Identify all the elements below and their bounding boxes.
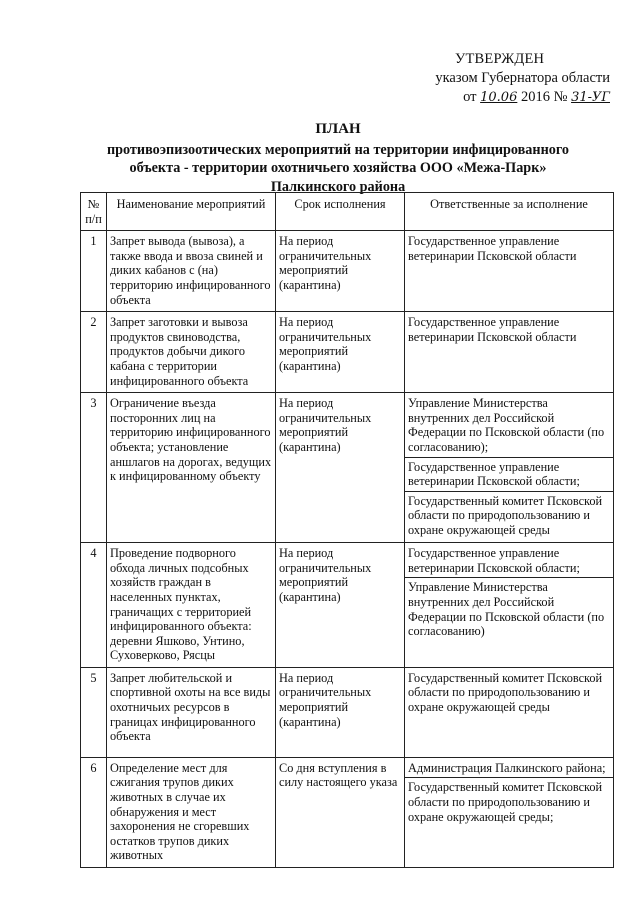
responsible-divider — [405, 491, 613, 492]
responsible-divider — [405, 457, 613, 458]
measure-term: На период ограничительных мероприятий (карантина) — [276, 667, 405, 757]
measure-responsible — [405, 312, 614, 393]
year-text: 2016 № — [520, 89, 568, 105]
responsible-entity: Управление Министерства внутренних дел Российской Федерации по Псковской области (по согласованию) — [408, 580, 605, 639]
measure-name: Определение мест для сжигания трупов диких животных в случае их обнаружения и мест захоронения не сгоревших остатков трупов диких животных — [107, 757, 276, 867]
table-body — [81, 231, 614, 868]
measure-name: Запрет заготовки и вывоза продуктов свиноводства, продуктов добычи дикого кабана с территории инфицированного объекта — [107, 312, 276, 393]
approval-decree-line: указом Губернатора области — [435, 70, 610, 86]
responsible-entity: Администрация Палкинского района; — [408, 760, 606, 775]
table-row — [81, 312, 614, 393]
measure-name: Проведение подворного обхода личных подсобных хозяйств граждан в населенных пунктах, граничащих с территорией инфицированного объекта: деревни Яшково, Унтино, Суховерково, Рясцы — [107, 543, 276, 668]
header-resp: Ответственные за исполнение — [405, 193, 614, 231]
header-name: Наименование мероприятий — [107, 193, 276, 231]
measure-name: Запрет любительской и спортивной охоты на все виды охотничьих ресурсов в границах инфицированного объекта — [107, 667, 276, 757]
table-header-row — [81, 193, 614, 231]
table-row — [81, 543, 614, 668]
measure-responsible — [405, 757, 614, 867]
responsible-entity: Государственный комитет Псковской области по природопользованию и охране окружающей среды — [408, 670, 603, 715]
table-row — [81, 231, 614, 312]
measure-term: На период ограничительных мероприятий (карантина) — [276, 312, 405, 393]
measure-term: На период ограничительных мероприятий (карантина) — [276, 231, 405, 312]
table-row — [81, 667, 614, 757]
measure-responsible — [405, 393, 614, 543]
approval-date-line — [380, 88, 610, 107]
date-prefix: от — [463, 89, 477, 105]
row-number: 5 — [81, 667, 107, 757]
handwritten-date: 10.06 — [480, 90, 518, 105]
measures-table — [80, 192, 614, 868]
heading-line-2: объекта - территории охотничьего хозяйства ООО «Межа-Парк» — [129, 160, 547, 176]
measure-term: На период ограничительных мероприятий (карантина) — [276, 543, 405, 668]
approval-block — [380, 50, 610, 107]
measure-responsible — [405, 667, 614, 757]
heading-line-1: противоэпизоотических мероприятий на территории инфицированного — [106, 141, 570, 158]
responsible-divider — [405, 577, 613, 578]
row-number: 1 — [81, 231, 107, 312]
responsible-entity: Государственное управление ветеринарии Псковской области — [408, 315, 577, 344]
handwritten-number: 31-УГ — [571, 90, 610, 105]
measure-term: Со дня вступления в силу настоящего указа — [276, 757, 405, 867]
row-number: 6 — [81, 757, 107, 867]
header-num: № п/п — [81, 193, 107, 231]
measure-term: На период ограничительных мероприятий (карантина) — [276, 393, 405, 543]
approval-title: УТВЕРЖДЕН — [455, 51, 545, 67]
heading-line-3: Палкинского района — [270, 178, 406, 195]
table-row — [81, 757, 614, 867]
responsible-entity: Государственное управление ветеринарии Псковской области; — [408, 459, 580, 489]
measure-responsible — [405, 231, 614, 312]
measure-name: Запрет вывода (вывоза), а также ввода и ввоза свиней и диких кабанов с (на) территорию инфицированного объекта — [107, 231, 276, 312]
responsible-entity: Государственный комитет Псковской области по природопользованию и охране окружающей среды; — [408, 780, 603, 824]
plan-title: ПЛАН — [315, 121, 361, 137]
measure-responsible — [405, 543, 614, 668]
responsible-entity: Государственное управление ветеринарии Псковской области; — [408, 546, 580, 575]
responsible-entity: Управление Министерства внутренних дел Российской Федерации по Псковской области (по согласованию); — [408, 396, 605, 454]
responsible-divider — [405, 777, 613, 778]
row-number: 4 — [81, 543, 107, 668]
responsible-entity: Государственный комитет Псковской области по природопользованию и охране окружающей среды — [408, 493, 603, 537]
document-heading — [88, 120, 588, 196]
responsible-entity: Государственное управление ветеринарии Псковской области — [408, 234, 577, 263]
row-number: 3 — [81, 393, 107, 543]
row-number: 2 — [81, 312, 107, 393]
measure-name: Ограничение въезда посторонних лиц на территорию инфицированного объекта; установление аншлагов на дорогах, ведущих к инфицированному объекту — [107, 393, 276, 543]
header-term: Срок исполнения — [276, 193, 405, 231]
table-row — [81, 393, 614, 543]
